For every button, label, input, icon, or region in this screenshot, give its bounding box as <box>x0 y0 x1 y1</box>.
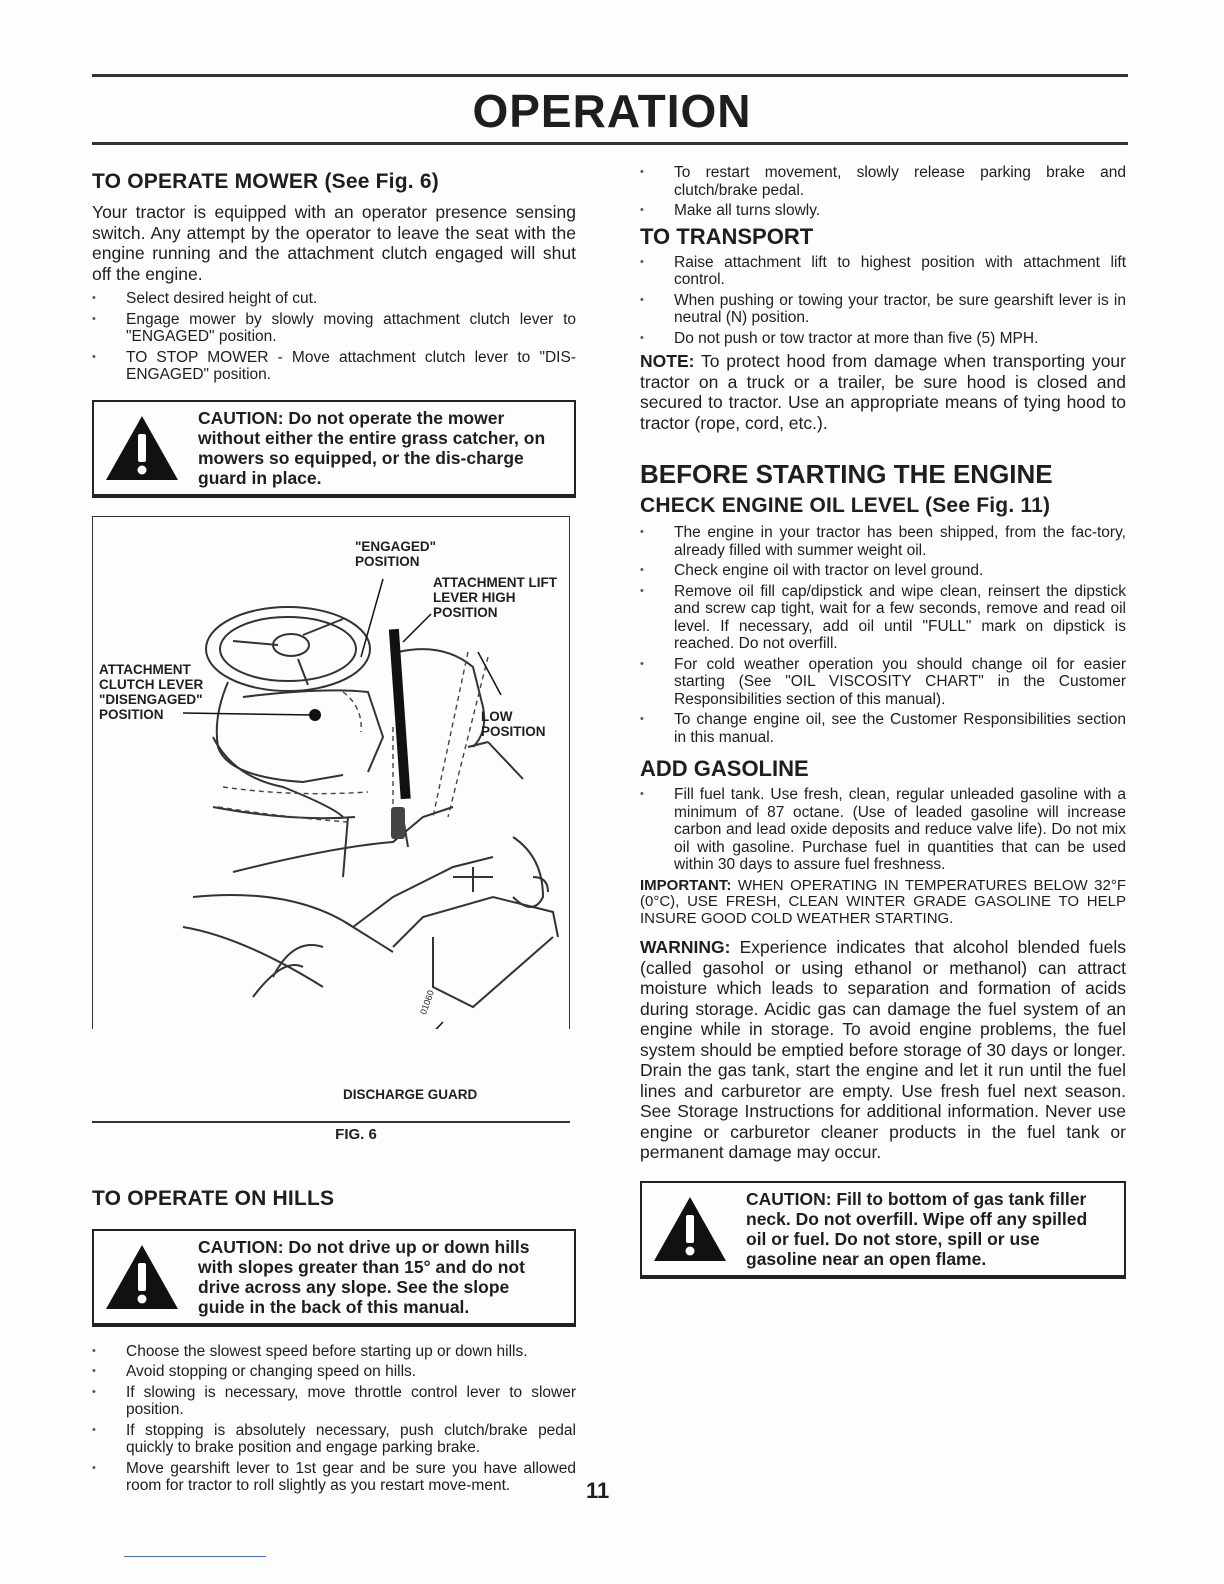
warning-paragraph <box>640 937 1126 1163</box>
list-item: • For cold weather operation you should change oil for easier starting (See "OIL VISCOSITY CHART" in the Customer Responsibilities section of this manual). <box>640 656 1126 709</box>
list-item: • TO STOP MOWER - Move attachment clutch lever to "DIS-ENGAGED" position. <box>92 349 576 384</box>
title-rule <box>92 142 1128 145</box>
caution-text: CAUTION: Fill to bottom of gas tank filler neck. Do not overfill. Wipe off any spilled oil or fuel. Do not store, spill or use gasoline near an open flame. <box>746 1188 1088 1269</box>
figure-caption: FIG. 6 <box>335 1125 377 1143</box>
oil-heading: CHECK ENGINE OIL LEVEL (See Fig. 11) <box>640 494 1051 517</box>
figure-6 <box>92 516 570 1102</box>
list-item: • If slowing is necessary, move throttle control lever to slower position. <box>92 1384 576 1419</box>
list-item: • Remove oil fill cap/dipstick and wipe clean, reinsert the dipstick and screw cap tight, wait for a few seconds, remove and read oil level. If necessary, add oil until "FULL" mark on dipstick is reached. Do not overfill. <box>640 583 1126 653</box>
list-item: • Fill fuel tank. Use fresh, clean, regular unleaded gasoline with a minimum of 87 octane. (Use of leaded gasoline will increase carbon and lead oxide deposits and reduce valve life). Do not mix oil with gasoline. Purchase fuel in quantities that can be used within 30 days to assure fuel freshness. <box>640 786 1126 874</box>
list-item: • Move gearshift lever to 1st gear and be sure you have allowed room for tractor to roll slightly as you restart move-ment. <box>92 1460 576 1495</box>
mower-heading: TO OPERATE MOWER (See Fig. 6) <box>92 170 439 193</box>
label-lift-lever: ATTACHMENT LIFT LEVER HIGH POSITION <box>433 574 557 620</box>
mower-intro: Your tractor is equipped with an operator presence sensing switch. Any attempt by the operator to leave the seat with the engine running and the attachment clutch engaged will shut off the engine. <box>92 202 576 284</box>
label-engaged: "ENGAGED" POSITION <box>355 538 437 569</box>
list-item: • Check engine oil with tractor on level ground. <box>640 562 1126 580</box>
hills-bullets <box>92 1343 576 1495</box>
gasoline-bullets <box>640 786 1126 874</box>
right-column <box>640 162 1126 1279</box>
transport-heading: TO TRANSPORT <box>640 223 814 249</box>
important-text: WHEN OPERATING IN TEMPERATURES BELOW 32°F (0°C), USE FRESH, CLEAN WINTER GRADE GASOLINE TO HELP INSURE GOOD COLD WEATHER STARTING. <box>640 876 1126 927</box>
list-item: • Choose the slowest speed before starting up or down hills. <box>92 1343 576 1361</box>
list-item: • If stopping is absolutely necessary, push clutch/brake pedal quickly to brake position and engage parking brake. <box>92 1422 576 1457</box>
warning-icon <box>104 414 180 482</box>
left-column <box>92 162 576 1498</box>
transport-bullets <box>640 254 1126 348</box>
note-label: NOTE: <box>640 351 695 371</box>
figure-code: 01060 <box>418 988 437 1016</box>
list-item: • Make all turns slowly. <box>640 202 1126 220</box>
figure-bottom-rule <box>92 1121 570 1123</box>
before-starting-heading: BEFORE STARTING THE ENGINE <box>640 459 1053 489</box>
top-rule <box>92 74 1128 77</box>
label-discharge-guard: DISCHARGE GUARD <box>343 1086 478 1102</box>
mower-bullets <box>92 290 576 384</box>
warning-text: Experience indicates that alcohol blended fuels (called gasohol or using ethanol or methanol) can attract moisture which leads to separation and formation of acids during storage. Acidic gas can damage the fuel system of an engine while in storage. To avoid engine problems, the fuel system should be emptied before storage of 30 days or longer. Drain the gas tank, start the engine and let it run until the fuel lines and carburetor are empty. Use fresh fuel next season. See Storage Instructions for additional information. Never use engine or carburetor cleaner products in the fuel tank or permanent damage may occur. <box>640 937 1126 1162</box>
page-number: 11 <box>586 1478 610 1503</box>
list-item: • Avoid stopping or changing speed on hills. <box>92 1363 576 1381</box>
important-paragraph <box>640 878 1126 928</box>
list-item: • To change engine oil, see the Customer Responsibilities section in this manual. <box>640 711 1126 746</box>
list-item: • The engine in your tractor has been shipped, from the fac-tory, already filled with summer weight oil. <box>640 524 1126 559</box>
list-item: • Raise attachment lift to highest position with attachment lift control. <box>640 254 1126 289</box>
warning-label: WARNING: <box>640 937 731 957</box>
caution-text: CAUTION: Do not drive up or down hills with slopes greater than 15° and do not drive across any slope. See the slope guide in the back of this manual. <box>198 1236 530 1317</box>
list-item: • When pushing or towing your tractor, be sure gearshift lever is in neutral (N) position. <box>640 292 1126 327</box>
list-item: • Select desired height of cut. <box>92 290 576 308</box>
note-text: To protect hood from damage when transporting your tractor on a truck or a trailer, be sure hood is closed and secured to tractor. Use an appropriate means of tying hood to tractor (rope, cord, etc.). <box>640 351 1126 433</box>
hills-heading: TO OPERATE ON HILLS <box>92 1186 335 1210</box>
footer-line <box>124 1556 266 1557</box>
list-item: • To restart movement, slowly release parking brake and clutch/brake pedal. <box>640 164 1126 199</box>
label-low: LOW POSITION <box>481 708 546 739</box>
caution-box-mower <box>92 400 576 498</box>
list-item: • Engage mower by slowly moving attachment clutch lever to "ENGAGED" position. <box>92 311 576 346</box>
page-title: OPERATION <box>472 85 752 137</box>
warning-icon <box>652 1195 728 1263</box>
warning-icon <box>104 1243 180 1311</box>
gasoline-heading: ADD GASOLINE <box>640 756 809 781</box>
list-item: • Do not push or tow tractor at more than five (5) MPH. <box>640 330 1126 348</box>
important-label: IMPORTANT: <box>640 876 732 894</box>
note-paragraph <box>640 351 1126 433</box>
caution-box-hills <box>92 1229 576 1327</box>
caution-box-gasoline <box>640 1181 1126 1279</box>
label-clutch-lever: ATTACHMENT CLUTCH LEVER "DISENGAGED" POSITION <box>99 661 204 722</box>
caution-text: CAUTION: Do not operate the mower without either the entire grass catcher, on mowers so equipped, or the dis-charge guard in place. <box>198 407 546 488</box>
oil-bullets <box>640 524 1126 746</box>
movement-bullets <box>640 164 1126 220</box>
